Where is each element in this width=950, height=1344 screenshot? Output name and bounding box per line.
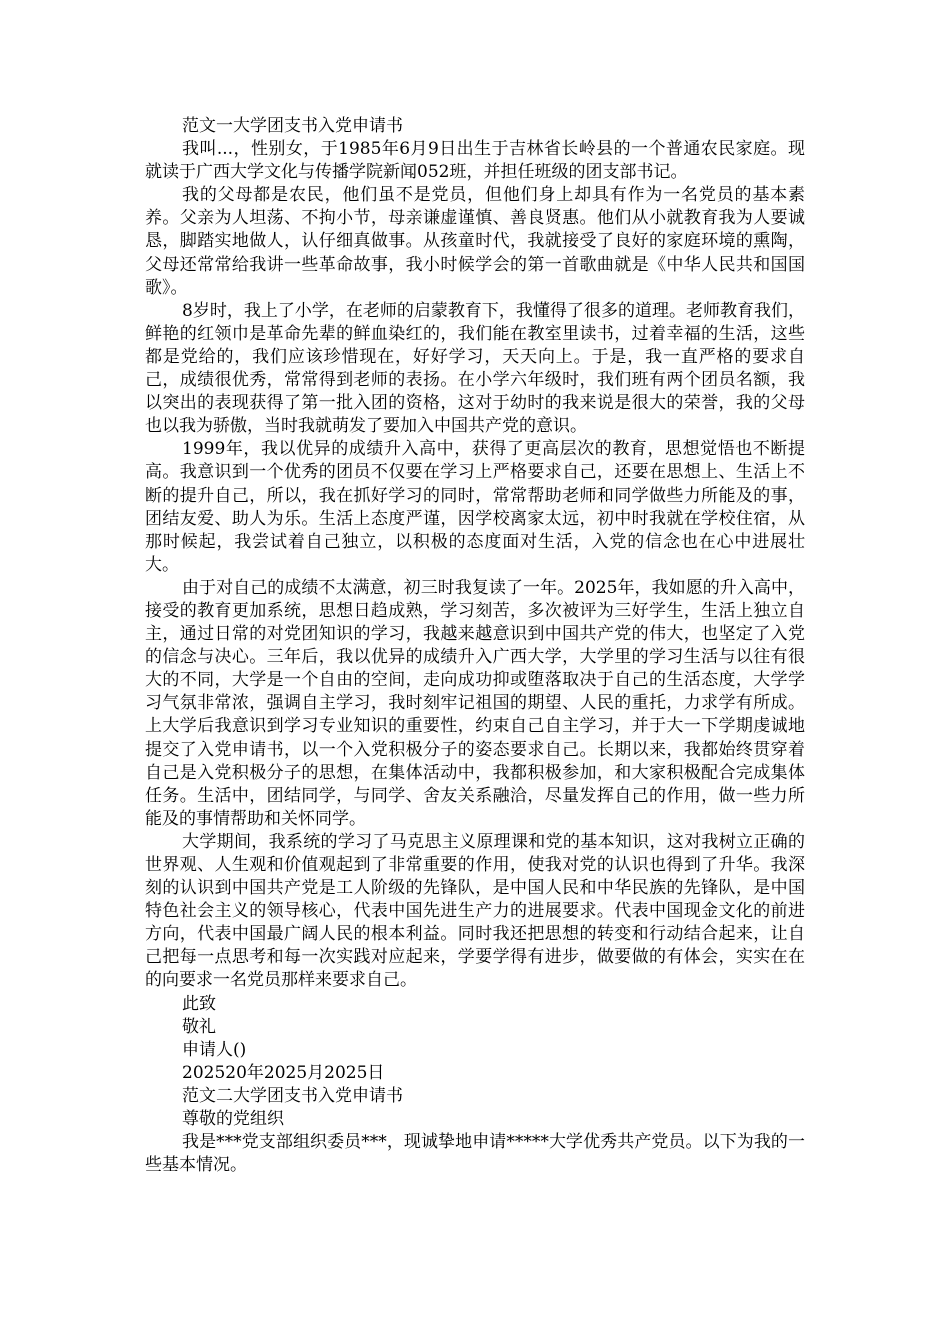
document-title-1: 范文一大学团支书入党申请书 bbox=[182, 116, 403, 136]
document-page bbox=[145, 115, 805, 1177]
university-study-paragraph: 大学期间，我系统的学习了马克思主义原理课和党的基本知识，这对我树立正确的世界观、人生观和价值观起到了非常重要的作用，使我对党的认识也得到了升华。我深刻的认识到中国共产党是工人阶级的先锋队，是中国人民和中华民族的先锋队，是中国特色社会主义的领导核心，代表中国先进生产力的进展要求。代表中国现金文化的前进方向，代表中国最广阔人民的根本利益。同时我还把思想的转变和行动结合起来，让自己把每一点思考和每一次实践对应起来，学要学得有进步，做要做的有体会，实实在在的向要求一名党员那样来要求自己。 bbox=[145, 831, 805, 991]
middle-school-paragraph: 1999年，我以优异的成绩升入高中，获得了更高层次的教育，思想觉悟也不断提高。我意识到一个优秀的团员不仅要在学习上严格要求自己，还要在思想上、生活上不断的提升自己，所以，我在抓好学习的同时，常常帮助老师和同学做些力所能及的事，团结友爱、助人为乐。生活上态度严谨，因学校离家太远，初中时我就在学校住宿，从那时候起，我尝试着自己独立，以积极的态度面对生活，入党的信念也在心中进展壮大。 bbox=[145, 439, 805, 575]
family-paragraph: 我的父母都是农民，他们虽不是党员，但他们身上却具有作为一名党员的基本素养。父亲为人坦荡、不拘小节，母亲谦虚谨慎、善良贤惠。他们从小就教育我为人要诚恳，脚踏实地做人，认仔细真做事。从孩童时代，我就接受了良好的家庭环境的熏陶，父母还常常给我讲一些革命故事，我小时候学会的第一首歌曲就是《中华人民共和国国歌》。 bbox=[145, 185, 805, 298]
greeting: 尊敬的党组织 bbox=[182, 1109, 284, 1130]
closing-regards: 敬礼 bbox=[182, 1016, 216, 1037]
signature-date: 202520年2025月2025日 bbox=[182, 1062, 385, 1083]
high-school-university-paragraph: 由于对自己的成绩不太满意，初三时我复读了一年。2025年，我如愿的升入高中，接受的教育更加系统，思想日趋成熟，学习刻苦，多次被评为三好学生，生活上独立自主，通过日常的对党团知识的学习，我越来越意识到中国共产党的伟大，也坚定了入党的信念与决心。三年后，我以优异的成绩升入广西大学，大学里的学习生活与以往有很大的不同，大学是一个自由的空间，走向成功抑或堕落取决于自己的生活态度，大学学习气氛非常浓，强调自主学习，我时刻牢记祖国的期望、人民的重托，力求学有所成。上大学后我意识到学习专业知识的重要性，约束自己自主学习，并于大一下学期虔诚地提交了入党申请书，以一个入党积极分子的姿态要求自己。长期以来，我都始终贯穿着自己是入党积极分子的思想，在集体活动中，我都积极参加，和大家积极配合完成集体任务。生活中，团结同学，与同学、舍友关系融洽，尽量发挥自己的作用，做一些力所能及的事情帮助和关怀同学。 bbox=[145, 577, 805, 829]
intro-paragraph: 我叫...，性别女，于1985年6月9日出生于吉林省长岭县的一个普通农民家庭。现就读于广西大学文化与传播学院新闻052班，并担任班级的团支部书记。 bbox=[145, 139, 805, 183]
closing-salutation: 此致 bbox=[182, 993, 216, 1014]
second-intro-paragraph: 我是***党支部组织委员***，现诚挚地申请*****大学优秀共产党员。以下为我的一些基本情况。 bbox=[145, 1132, 805, 1176]
document-title-2: 范文二大学团支书入党申请书 bbox=[182, 1085, 403, 1106]
applicant-signature: 申请人() bbox=[182, 1039, 247, 1060]
primary-school-paragraph: 8岁时，我上了小学，在老师的启蒙教育下，我懂得了很多的道理。老师教育我们，鲜艳的红领巾是革命先辈的鲜血染红的，我们能在教室里读书，过着幸福的生活，这些都是党给的，我们应该珍惜现在，好好学习，天天向上。于是，我一直严格的要求自己，成绩很优秀，常常得到老师的表扬。在小学六年级时，我们班有两个团员名额，我以突出的表现获得了第一批入团的资格，这对于幼时的我来说是很大的荣誉，我的父母也以我为骄傲，当时我就萌发了要加入中国共产党的意识。 bbox=[145, 300, 805, 437]
